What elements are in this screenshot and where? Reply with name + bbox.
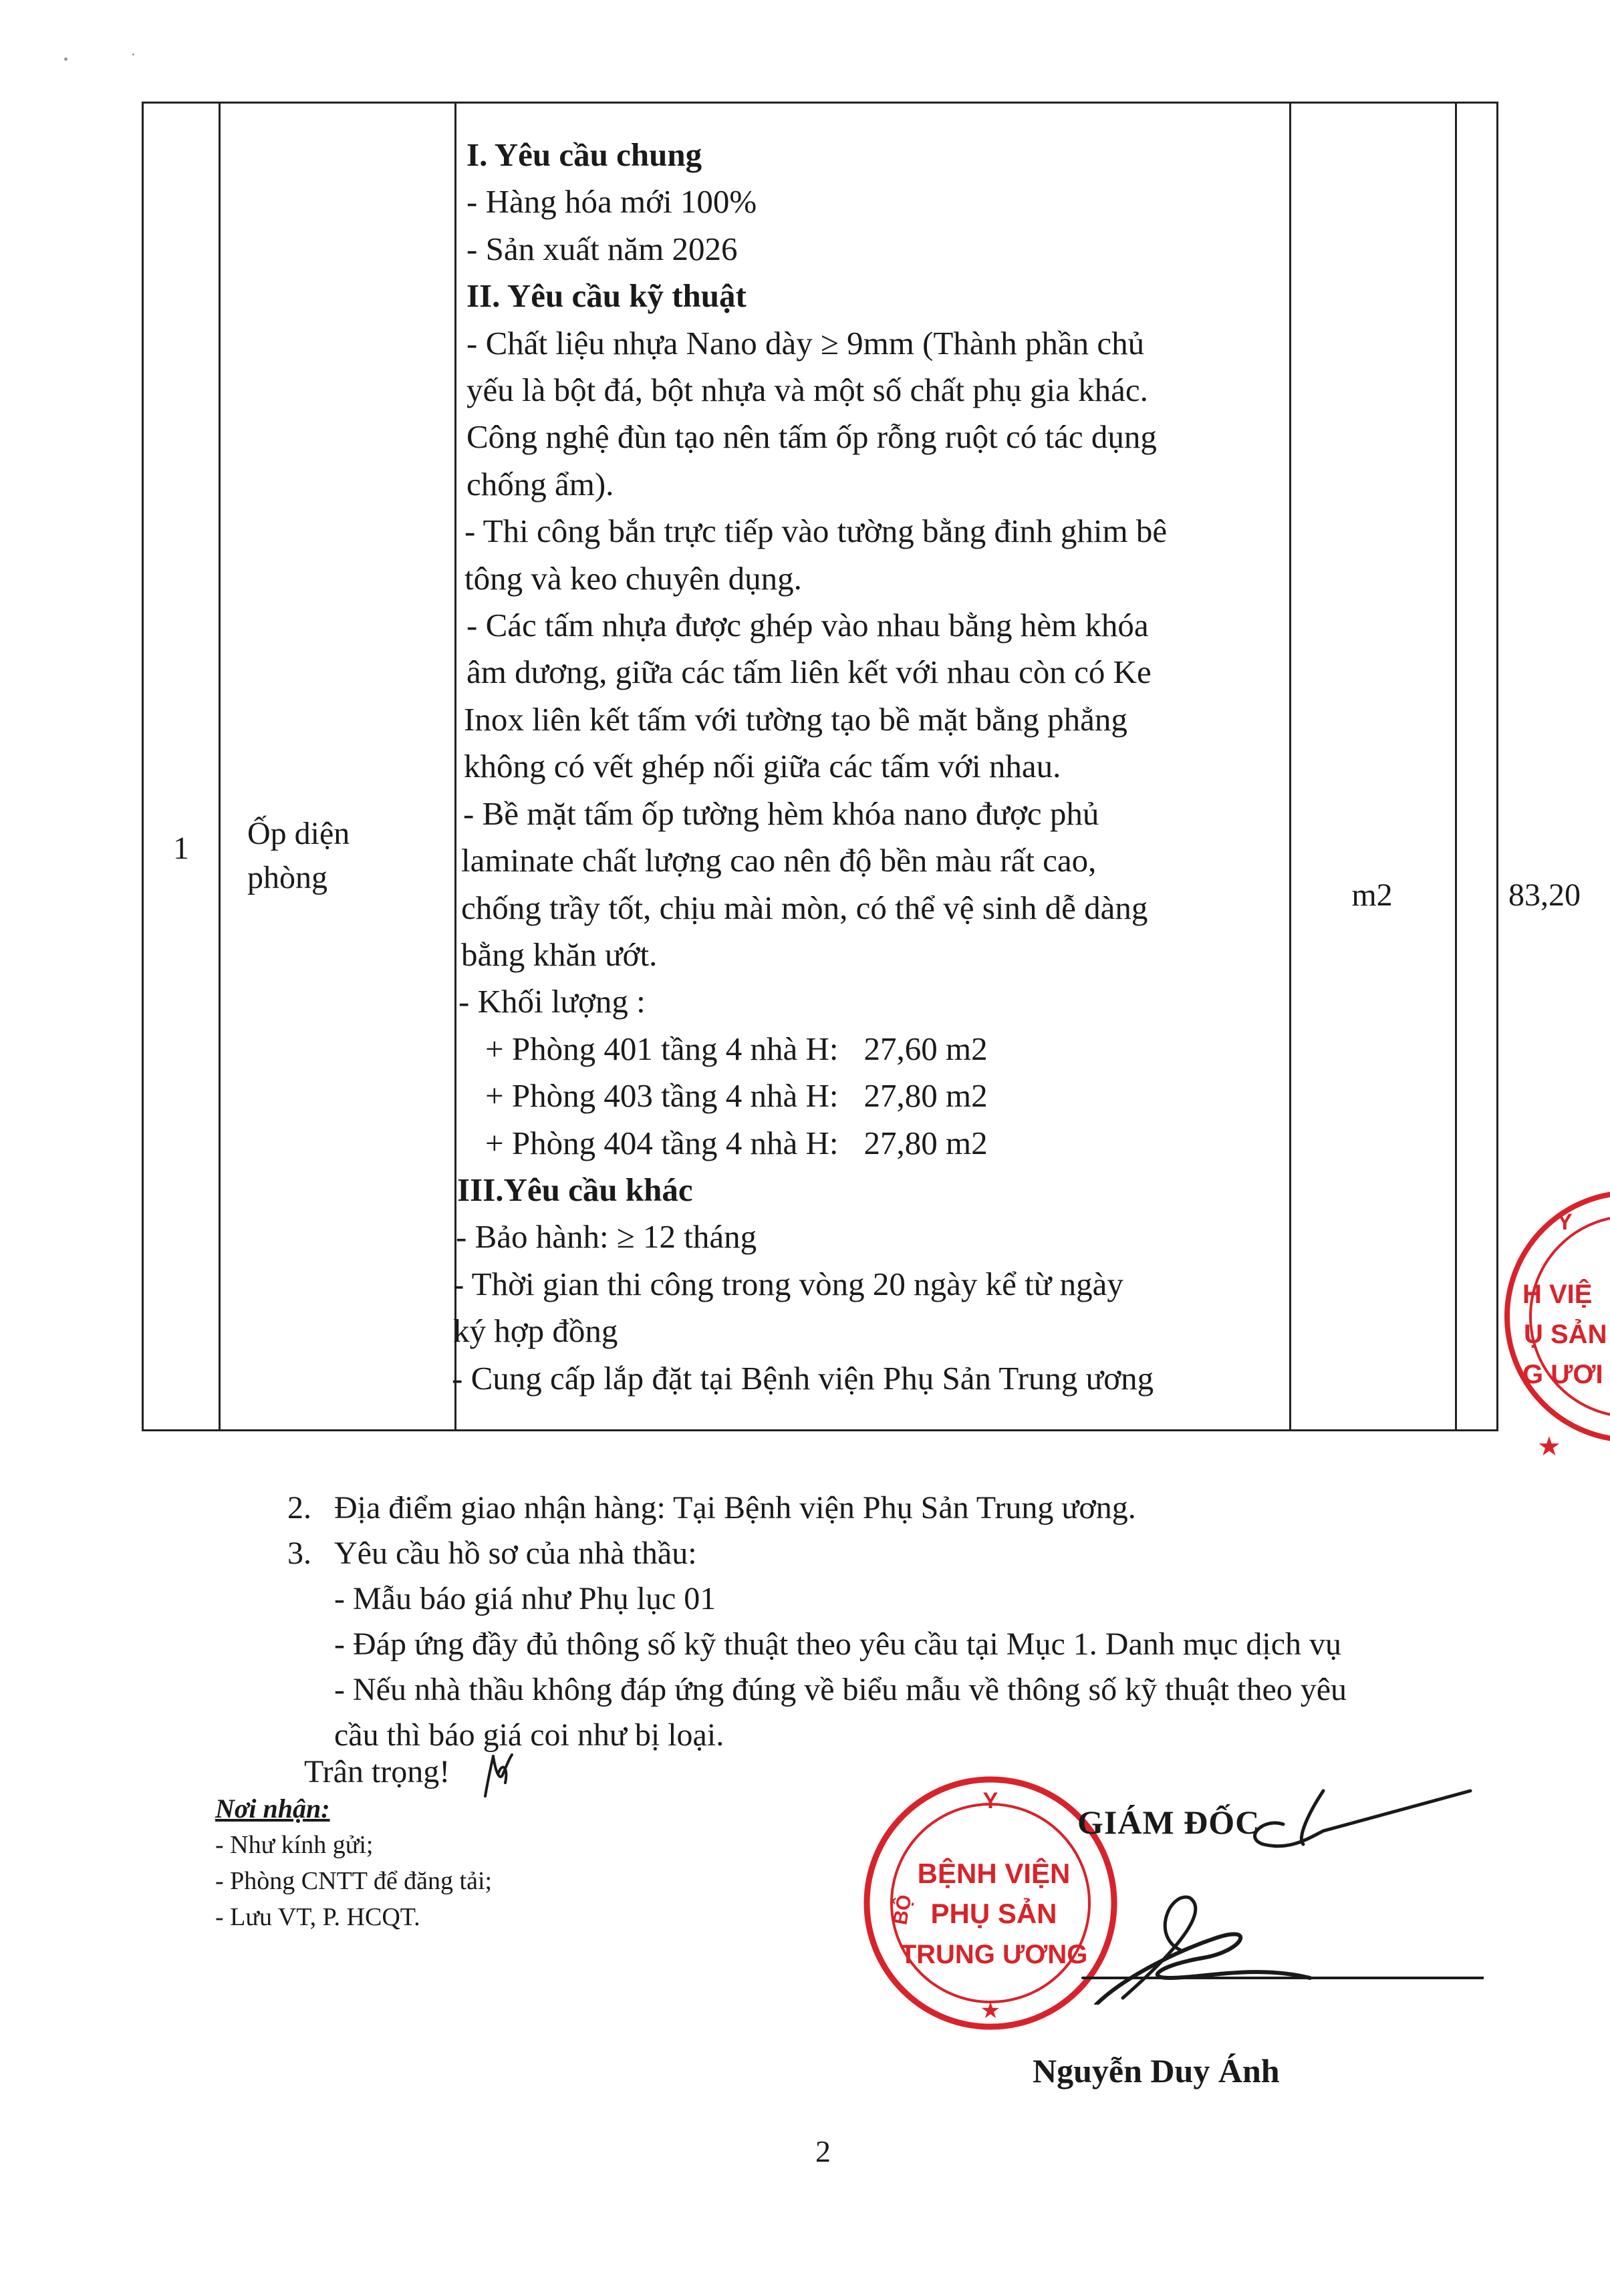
requirement-text: - Cung cấp lắp đặt tại Bệnh viện Phụ Sản Trung ương — [452, 1359, 1154, 1397]
requirement-text: ký hợp đồng — [453, 1312, 618, 1350]
requirement-line — [464, 696, 1416, 743]
requirement-line — [466, 649, 1416, 696]
requirement-text: - Chất liệu nhựa Nano dày ≥ 9mm (Thành phần chủ — [466, 324, 1145, 362]
list-subitem: - Mẫu báo giá như Phụ lục 01 — [334, 1581, 716, 1616]
requirement-text: Inox liên kết tấm với tường tạo bề mặt bằng phẳng — [464, 700, 1127, 738]
requirement-text: chống trầy tốt, chịu mài mòn, có thể vệ sinh dễ dàng — [461, 889, 1148, 926]
item-name-cell — [247, 812, 350, 900]
requirement-text: + Phòng 404 tầng 4 nhà H: — [485, 1124, 839, 1161]
recipient-item: - Lưu VT, P. HCQT. — [215, 1903, 420, 1931]
requirement-text: + Phòng 401 tầng 4 nhà H: — [485, 1030, 839, 1067]
requirement-line — [452, 1355, 1416, 1402]
requirement-line — [458, 1026, 1416, 1072]
requirement-text: bằng khăn ướt. — [461, 936, 658, 973]
quantity-cell: 83,20 — [1508, 877, 1581, 913]
room-area-value: 27,80 m2 — [863, 1077, 988, 1115]
requirement-line — [458, 1120, 1416, 1167]
requirement-line — [458, 1072, 1416, 1119]
requirement-text: - Hàng hóa mới 100% — [466, 183, 757, 221]
requirement-text: laminate chất lượng cao nên độ bền màu rất cao, — [461, 842, 1097, 879]
requirement-line — [461, 931, 1416, 978]
requirement-text: - Bảo hành: ≥ 12 tháng — [456, 1218, 757, 1256]
requirement-text: âm dương, giữa các tấm liên kết với nhau còn có Ke — [466, 654, 1152, 691]
requirement-text: chống ẩm). — [466, 465, 614, 503]
column-divider — [219, 104, 221, 1429]
requirement-text: - Thời gian thi công trong vòng 20 ngày kể từ ngày — [453, 1265, 1123, 1302]
requirement-line — [464, 555, 1416, 602]
room-area-value: 27,60 m2 — [863, 1030, 988, 1067]
scan-speck — [132, 53, 134, 55]
signer-title: GIÁM ĐỐC — [1077, 1804, 1260, 1841]
svg-text:Ụ SẢN: Ụ SẢN — [1524, 1320, 1607, 1349]
requirement-line — [466, 602, 1416, 649]
director-signature — [1043, 1777, 1484, 2005]
closing-regards: Trân trọng! — [304, 1754, 450, 1789]
column-divider — [1455, 104, 1457, 1429]
page-number: 2 — [815, 2134, 831, 2168]
svg-text:G ƯƠI: G ƯƠI — [1522, 1360, 1603, 1389]
requirement-line — [453, 1308, 1416, 1354]
requirement-text: tông và keo chuyên dụng. — [464, 559, 802, 597]
recipient-item: - Phòng CNTT để đăng tải; — [215, 1867, 493, 1895]
list-text: Yêu cầu hồ sơ của nhà thầu: — [334, 1536, 697, 1571]
requirements-cell — [452, 132, 1416, 1402]
requirement-text: - Bề mặt tấm ốp tường hèm khóa nano được phủ — [463, 795, 1099, 832]
requirement-text: - Sản xuất năm 2026 — [466, 230, 738, 267]
requirement-line — [464, 508, 1416, 555]
svg-text:★: ★ — [1537, 1432, 1561, 1461]
requirement-line — [453, 1261, 1416, 1308]
list-number: 3. — [287, 1536, 311, 1571]
requirement-line — [466, 320, 1416, 367]
section-heading — [457, 1167, 1416, 1213]
section-heading — [466, 132, 1416, 178]
initial-mark — [479, 1749, 519, 1803]
requirement-text: - Thi công bắn trực tiếp vào tường bằng đinh ghim bê — [464, 513, 1168, 550]
list-number: 2. — [287, 1490, 311, 1526]
svg-text:PHỤ SẢN: PHỤ SẢN — [930, 1898, 1057, 1929]
svg-text:★: ★ — [980, 1998, 1001, 2023]
requirement-line — [464, 743, 1416, 790]
recipient-item: - Như kính gửi; — [215, 1831, 374, 1859]
recipients-title: Nơi nhận: — [215, 1793, 330, 1824]
svg-text:BỆNH VIỆN: BỆNH VIỆN — [917, 1858, 1071, 1889]
scan-speck — [64, 57, 68, 61]
unit-cell: m2 — [1351, 877, 1393, 913]
requirement-line — [466, 178, 1416, 225]
svg-text:BỘ: BỘ — [889, 1893, 916, 1927]
requirement-line — [466, 226, 1416, 273]
item-name-line: Ốp diện — [247, 816, 350, 851]
svg-text:TRUNG ƯƠNG: TRUNG ƯƠNG — [900, 1940, 1088, 1969]
partial-seal — [1490, 1183, 1610, 1483]
requirement-text: I. Yêu cầu chung — [466, 136, 702, 173]
list-item — [287, 1485, 1347, 1531]
requirement-line — [461, 885, 1416, 931]
item-name-line: phòng — [247, 860, 327, 895]
requirement-text: - Các tấm nhựa được ghép vào nhau bằng hèm khóa — [466, 607, 1149, 644]
requirement-line — [461, 837, 1416, 884]
requirements-list — [287, 1485, 1347, 1758]
requirement-text: III.Yêu cầu khác — [457, 1171, 693, 1208]
requirement-text: không có vết ghép nối giữa các tấm với nhau. — [464, 748, 1061, 785]
section-heading — [466, 273, 1416, 319]
requirement-line — [458, 978, 1416, 1025]
requirement-line — [456, 1213, 1416, 1260]
requirement-line — [466, 414, 1416, 460]
requirement-text: + Phòng 403 tầng 4 nhà H: — [485, 1077, 839, 1115]
list-subitem: - Nếu nhà thầu không đáp ứng đúng về biểu mẫu về thông số kỹ thuật theo yêu — [334, 1672, 1347, 1707]
requirement-line — [466, 461, 1416, 508]
requirement-text: yếu là bột đá, bột nhựa và một số chất phụ gia khác. — [466, 372, 1148, 409]
svg-text:H VIỆ: H VIỆ — [1522, 1280, 1593, 1309]
list-subitem: - Đáp ứng đầy đủ thông số kỹ thuật theo yêu cầu tại Mục 1. Danh mục dịch vụ — [334, 1626, 1342, 1662]
requirement-text: II. Yêu cầu kỹ thuật — [466, 277, 747, 315]
row-number-cell: 1 — [173, 831, 189, 866]
requirement-text: Công nghệ đùn tạo nên tấm ốp rỗng ruột có tác dụng — [466, 418, 1157, 456]
list-subitem-continued: cầu thì báo giá coi như bị loại. — [334, 1717, 724, 1753]
requirement-line — [463, 791, 1416, 837]
room-area-value: 27,80 m2 — [863, 1124, 988, 1161]
list-item — [287, 1531, 1347, 1576]
recipients-block — [215, 1791, 492, 1935]
list-text: Địa điểm giao nhận hàng: Tại Bệnh viện Phụ Sản Trung ương. — [334, 1490, 1136, 1526]
svg-text:Y: Y — [982, 1788, 998, 1814]
signer-name: Nguyễn Duy Ánh — [1033, 2052, 1280, 2090]
requirement-text: - Khối lượng : — [458, 983, 646, 1020]
requirement-line — [466, 367, 1416, 414]
svg-text:Y: Y — [1557, 1209, 1573, 1235]
